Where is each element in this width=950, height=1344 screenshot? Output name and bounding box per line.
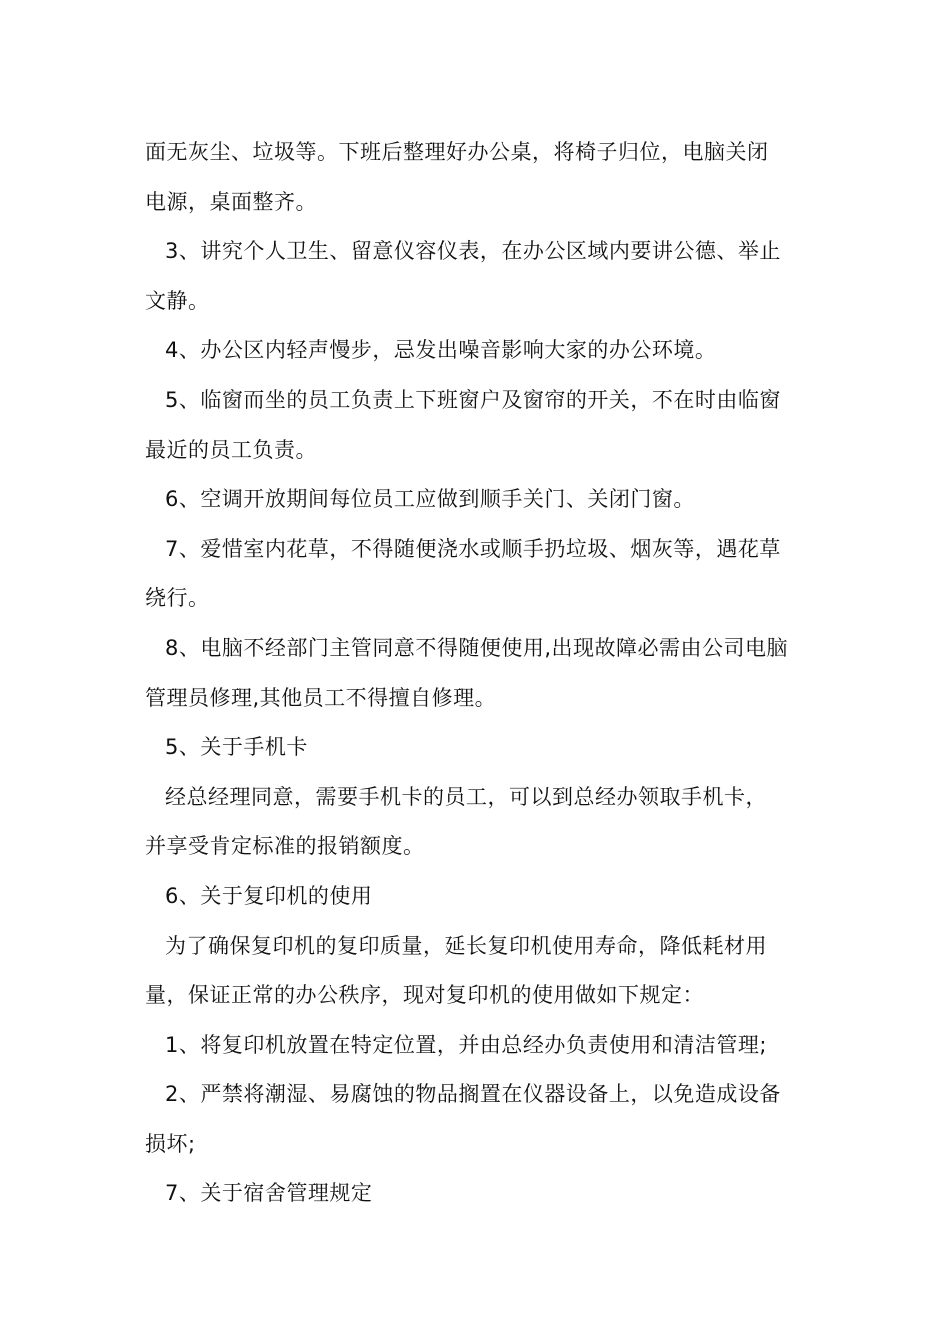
paragraph-line: 文静。 [145,288,210,313]
paragraph-line: 为了确保复印机的复印质量，延长复印机使用寿命，降低耗材用 [165,933,767,958]
paragraph-line: 1、将复印机放置在特定位置，并由总经办负责使用和清洁管理; [165,1032,767,1057]
paragraph-line: 7、关于宿舍管理规定 [165,1181,373,1206]
paragraph-line: 8、电脑不经部门主管同意不得随便使用,出现故障必需由公司电脑 [165,635,789,660]
paragraph-line: 5、临窗而坐的员工负责上下班窗户及窗帘的开关，不在时由临窗 [165,387,781,412]
paragraph-line: 6、关于复印机的使用 [165,883,373,908]
paragraph-line: 电源，桌面整齐。 [145,189,317,214]
paragraph-line: 管理员修理,其他员工不得擅自修理。 [145,685,497,710]
paragraph-line: 7、爱惜室内花草，不得随便浇水或顺手扔垃圾、烟灰等，遇花草 [165,536,781,561]
paragraph-line: 2、严禁将潮湿、易腐蚀的物品搁置在仪器设备上，以免造成设备 [165,1082,781,1107]
paragraph-line: 绕行。 [145,586,210,611]
paragraph-line: 5、关于手机卡 [165,735,308,760]
paragraph-line: 并享受肯定标准的报销额度。 [145,834,425,859]
paragraph-line: 6、空调开放期间每位员工应做到顺手关门、关闭门窗。 [165,487,695,512]
paragraph-line: 4、办公区内轻声慢步，忌发出噪音影响大家的办公环境。 [165,338,717,363]
paragraph-line: 经总经理同意，需要手机卡的员工，可以到总经办领取手机卡， [165,784,767,809]
paragraph-line: 面无灰尘、垃圾等。下班后整理好办公桌，将椅子归位，电脑关闭 [145,140,769,164]
paragraph-line: 损坏; [145,1131,196,1156]
document-body [145,128,810,1219]
paragraph-line: 量，保证正常的办公秩序，现对复印机的使用做如下规定： [145,983,704,1008]
paragraph-line: 最近的员工负责。 [145,437,317,462]
paragraph-line: 3、讲究个人卫生、留意仪容仪表，在办公区域内要讲公德、举止 [165,239,781,264]
